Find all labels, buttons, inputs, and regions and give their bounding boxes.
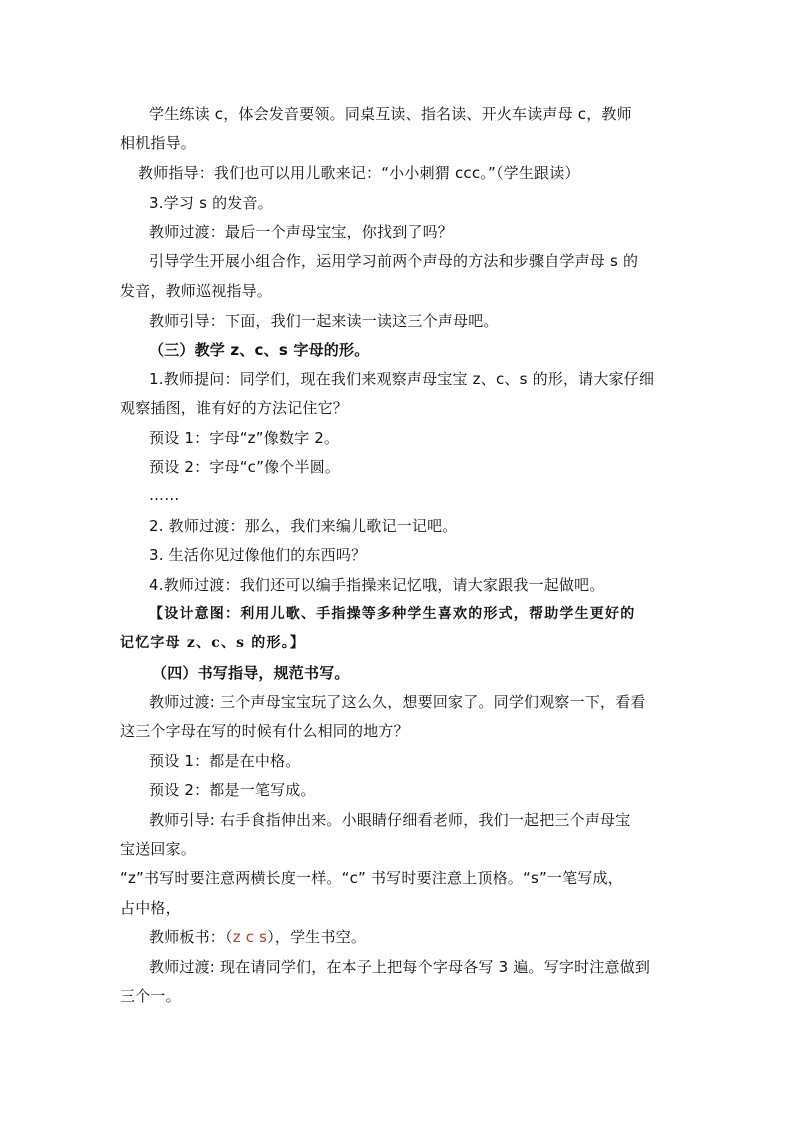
paragraph-line: 教师过渡：最后一个声母宝宝，你找到了吗？: [149, 223, 454, 241]
paragraph-line: 学生练读 c，体会发音要领。同桌互读、指名读、开火车读声母 c，教师: [149, 105, 632, 123]
board-prefix: 教师板书：（: [149, 928, 233, 946]
paragraph-line: 3. 生活你见过像他们的东西吗？: [149, 546, 367, 564]
board-letters: z c s: [232, 928, 268, 946]
paragraph-line: 1.教师提问：同学们，现在我们来观察声母宝宝 z、c、s 的形，请大家仔细: [149, 370, 655, 388]
paragraph-line: 相机指导。: [120, 134, 197, 152]
paragraph-line: 预设 1：都是在中格。: [149, 752, 301, 770]
paragraph-line: 预设 1：字母“z”像数字 2。: [149, 429, 340, 447]
board-suffix: ），学生书空。: [267, 928, 367, 946]
paragraph-line: 教师引导: 右手食指伸出来。小眼睛仔细看老师，我们一起把三个声母宝: [149, 811, 631, 829]
paragraph-line: 教师引导：下面，我们一起来读一读这三个声母吧。: [149, 312, 499, 330]
paragraph-line: 3.学习 s 的发音。: [149, 194, 273, 212]
paragraph-line: 引导学生开展小组合作，运用学习前两个声母的方法和步骤自学声母 s 的: [149, 252, 639, 270]
ellipsis-line: ……: [149, 486, 180, 504]
paragraph-line: 这三个字母在写的时候有什么相同的地方？: [120, 722, 409, 740]
paragraph-line: 预设 2：都是一笔写成。: [149, 781, 316, 799]
section-heading: （四）书写指导，规范书写。: [152, 664, 350, 682]
paragraph-line: 宝送回家。: [120, 840, 197, 858]
paragraph-line: 教师过渡: 三个声母宝宝玩了这么久，想要回家了。同学们观察一下，看看: [149, 693, 646, 711]
paragraph-line: 预设 2：字母“c”像个半圆。: [149, 458, 341, 476]
paragraph-line: 4.教师过渡：我们还可以编手指操来记忆哦，请大家跟我一起做吧。: [149, 576, 605, 594]
paragraph-line: 2. 教师过渡：那么，我们来编儿歌记一记吧。: [149, 517, 458, 535]
board-writing-line: [149, 927, 366, 947]
paragraph-line: 发音，教师巡视指导。: [120, 282, 273, 300]
paragraph-line: 教师过渡: 现在请同学们，在本子上把每个字母各写 3 遍。写字时注意做到: [149, 958, 651, 976]
paragraph-line: “z”书写时要注意两横长度一样。“c” 书写时要注意上顶格。“s”一笔写成，: [120, 869, 623, 887]
design-intent-line: 【设计意图：利用儿歌、手指操等多种学生喜欢的形式，帮助学生更好的: [149, 606, 636, 622]
paragraph-line: 占中格，: [120, 899, 181, 917]
design-intent-line: 记忆字母 z、c、s 的形。】: [120, 635, 306, 651]
paragraph-line: 观察插图，谁有好的方法记住它？: [120, 399, 349, 417]
paragraph-line: 三个一。: [120, 987, 181, 1005]
paragraph-line: 教师指导：我们也可以用儿歌来记：“小小刺猬 ccc。”（学生跟读）: [138, 164, 580, 182]
section-heading: （三）教学 z、c、s 字母的形。: [149, 341, 370, 359]
